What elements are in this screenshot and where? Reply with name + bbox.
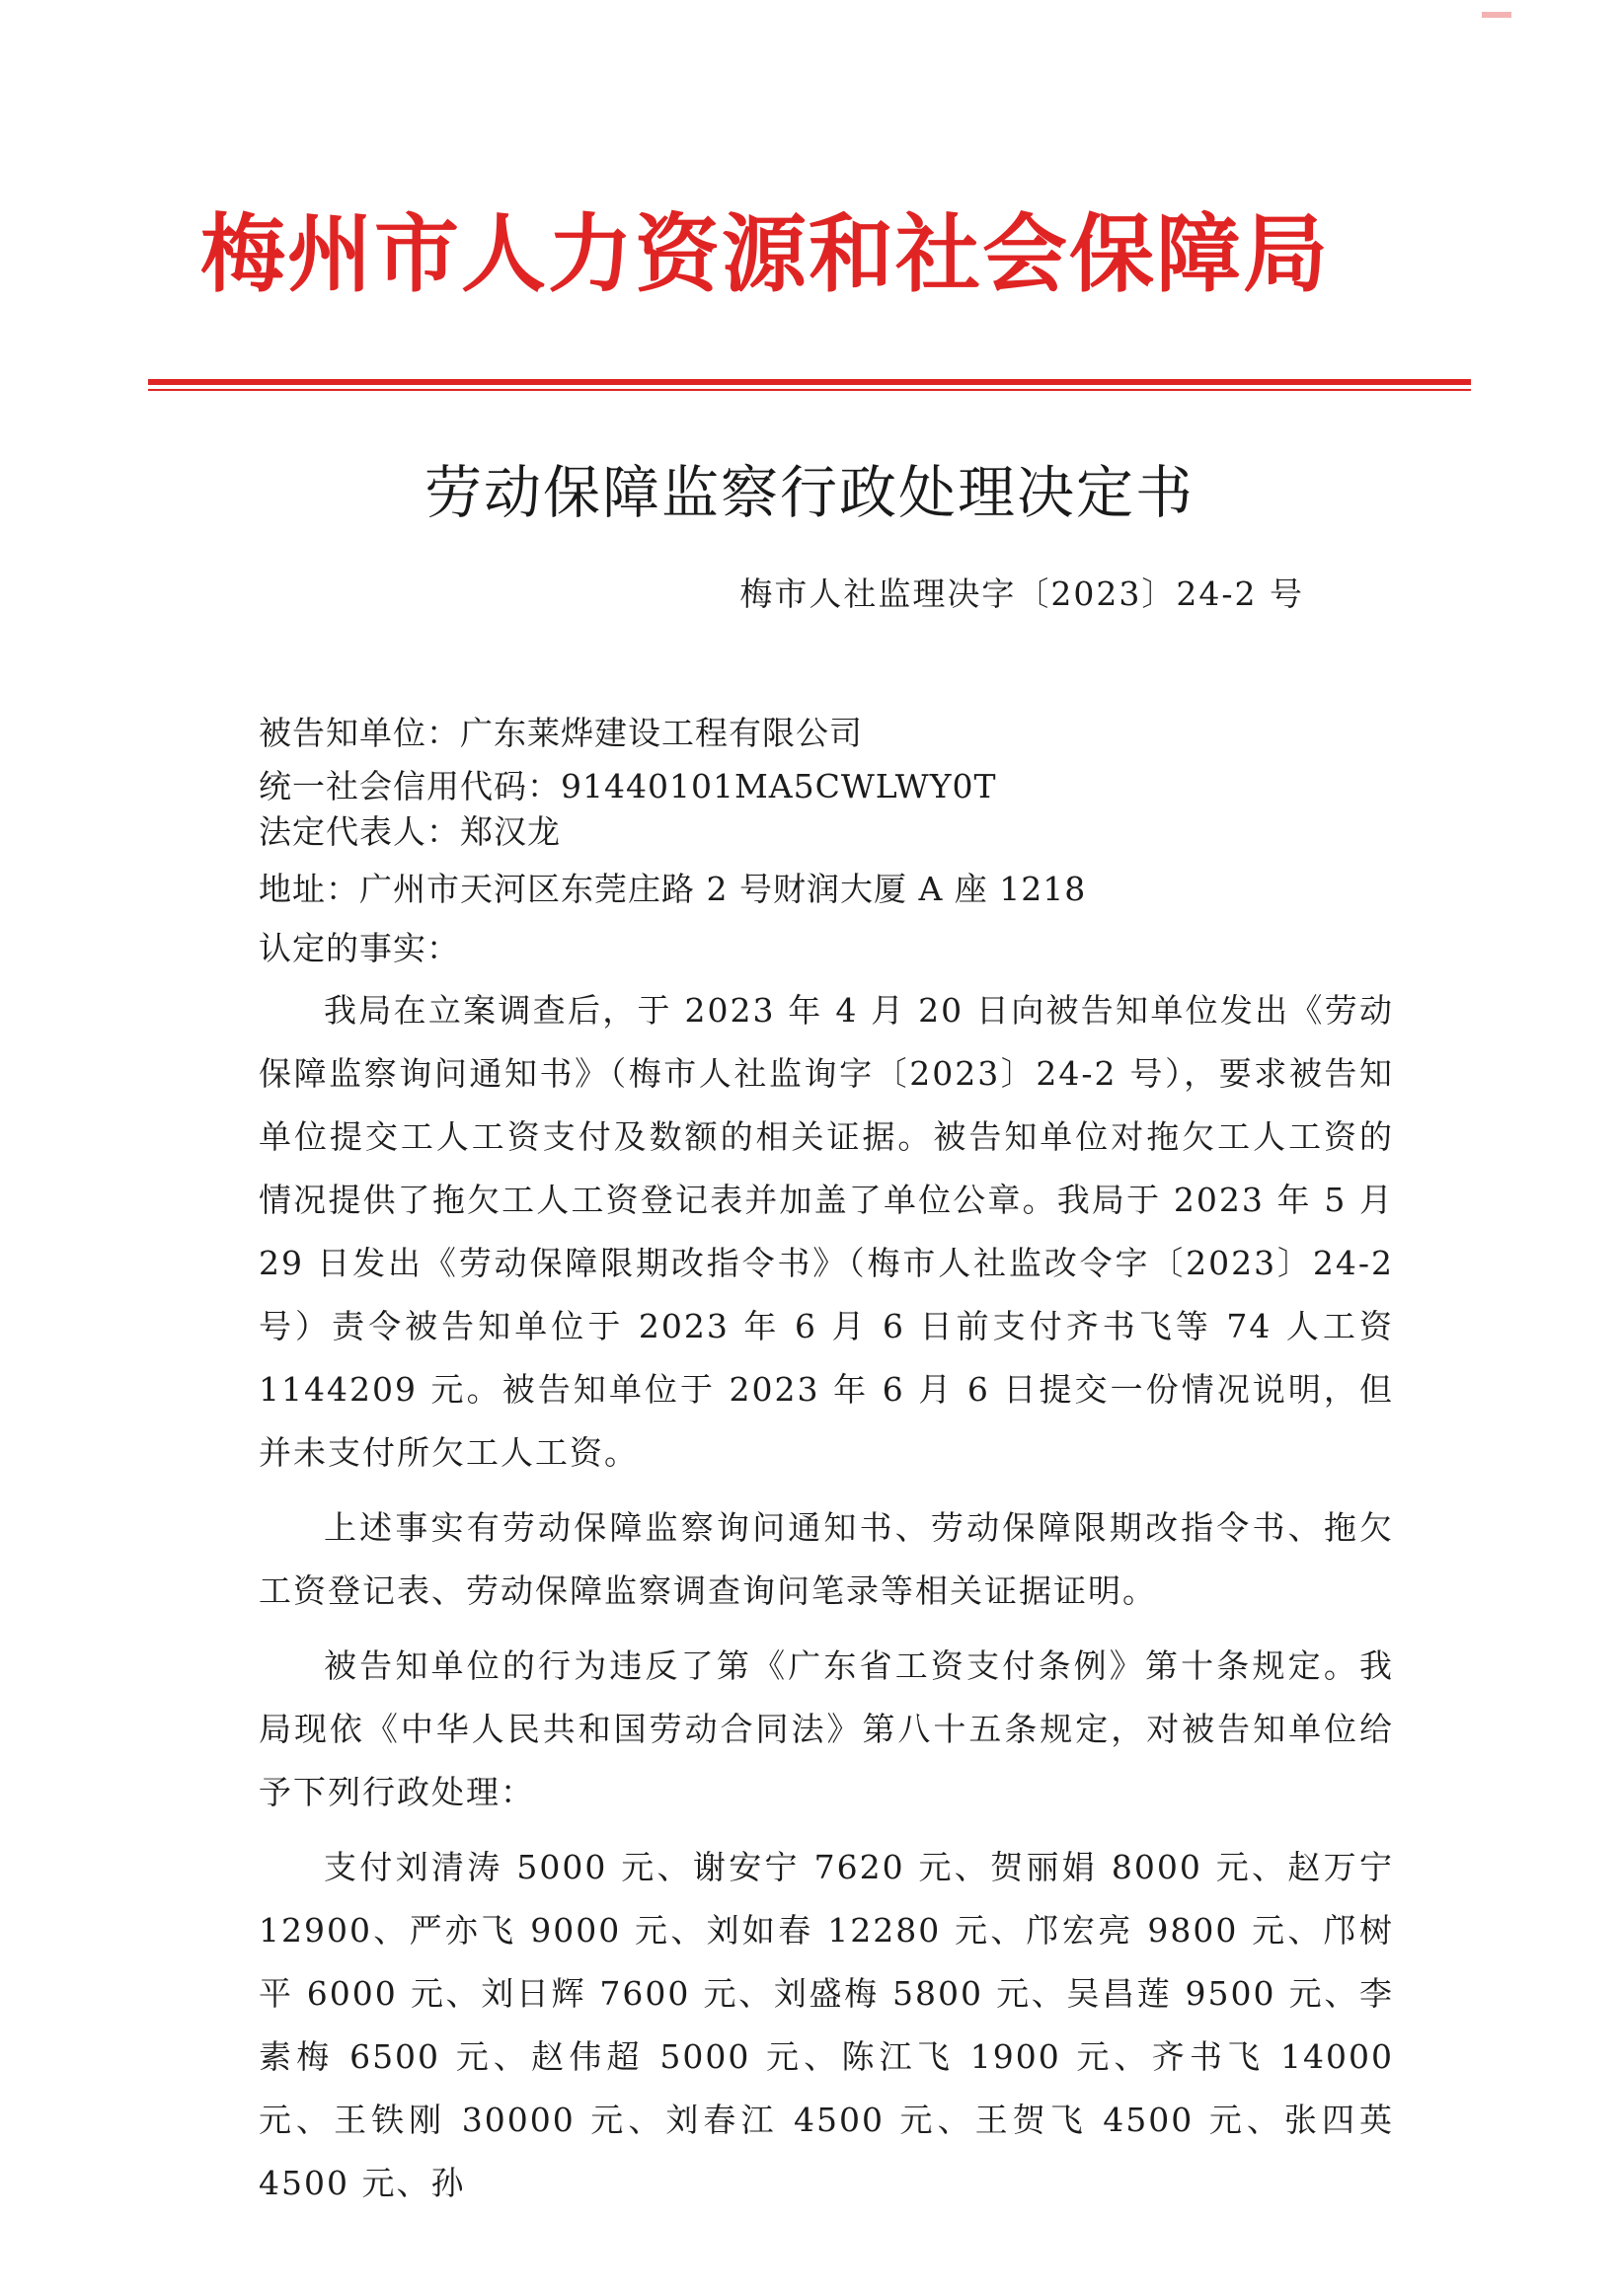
address-line: 地址：广州市天河区东莞庄路 2 号财润大厦 A 座 1218 bbox=[259, 870, 1087, 908]
evidence-paragraph: 上述事实有劳动保障监察询问通知书、劳动保障限期改指令书、拖欠工资登记表、劳动保障监察调查询问笔录等相关证据证明。 bbox=[259, 1508, 1394, 1610]
violation-paragraph: 被告知单位的行为违反了第《广东省工资支付条例》第十条规定。我局现依《中华人民共和国劳动合同法》第八十五条规定，对被告知单位给予下列行政处理： bbox=[259, 1646, 1394, 1811]
document-title: 劳动保障监察行政处理决定书 bbox=[424, 459, 1195, 526]
credit-code-line: 统一社会信用代码：91440101MA5CWLWY0T bbox=[259, 767, 997, 805]
legal-representative-line: 法定代表人：郑汉龙 bbox=[259, 812, 561, 851]
decision-body bbox=[259, 979, 1394, 2215]
organization-header: 梅州市人力资源和社会保障局 bbox=[200, 204, 1330, 304]
document-number: 梅市人社监理决字〔2023〕24-2 号 bbox=[739, 574, 1304, 613]
header-divider-thin bbox=[148, 389, 1471, 391]
corner-scan-mark bbox=[1482, 12, 1511, 18]
facts-paragraph: 我局在立案调查后，于 2023 年 4 月 20 日向被告知单位发出《劳动保障监察询问通知书》（梅市人社监询字〔2023〕24-2 号），要求被告知单位提交工人工资支付及数额的相关证据。被告知单位对拖欠工人工资的情况提供了拖欠工人工资登记表并加盖了单位公章。我局于 2023 年 5 月 29 日发出《劳动保障限期改指令书》（梅市人社监改令字〔2023〕24-2 号）责令被告知单位于 2023 年 6 月 6 日前支付齐书飞等 74 人工资 1144209 元。被告知单位于 2023 年 6 月 6 日提交一份情况说明，但并未支付所欠工人工资。 bbox=[259, 991, 1394, 1472]
notified-unit-line: 被告知单位：广东莱烨建设工程有限公司 bbox=[259, 714, 863, 752]
facts-heading: 认定的事实： bbox=[259, 929, 460, 967]
payment-order-paragraph: 支付刘清涛 5000 元、谢安宁 7620 元、贺丽娟 8000 元、赵万宁 12900、严亦飞 9000 元、刘如春 12280 元、邝宏亮 9800 元、邝树平 6000 元、刘日辉 7600 元、刘盛梅 5800 元、吴昌莲 9500 元、李素梅 6500 元、赵伟超 5000 元、陈江飞 1900 元、齐书飞 14000 元、王铁刚 30000 元、刘春江 4500 元、王贺飞 4500 元、张四英 4500 元、孙 bbox=[259, 1848, 1394, 2202]
header-divider-thick bbox=[148, 379, 1471, 385]
